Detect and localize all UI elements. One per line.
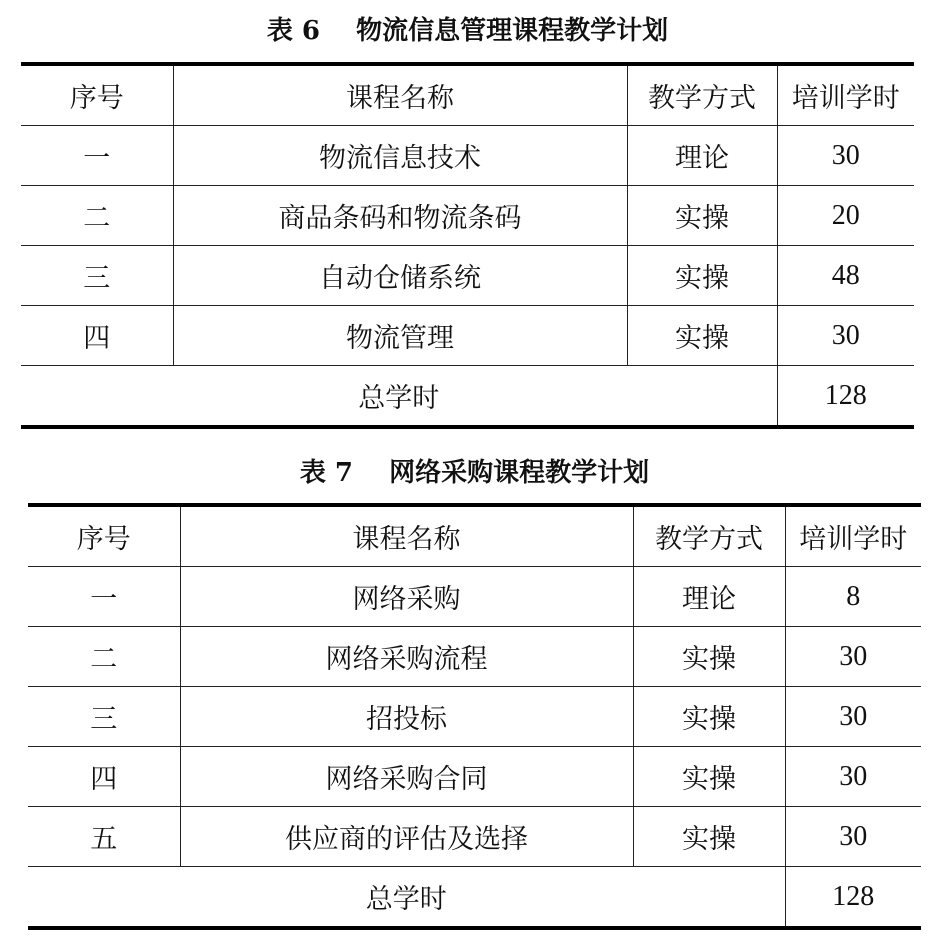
table-row <box>21 126 914 186</box>
row-no: 二 <box>28 627 180 687</box>
header-hours: 培训学时 <box>777 64 914 126</box>
table-row <box>28 807 921 867</box>
row-course-name: 招投标 <box>180 687 633 747</box>
row-method: 理论 <box>627 126 777 186</box>
header-course-name: 课程名称 <box>180 505 633 567</box>
table-row <box>28 687 921 747</box>
row-hours: 20 <box>777 186 914 246</box>
header-no: 序号 <box>21 64 173 126</box>
row-method: 实操 <box>633 807 785 867</box>
row-course-name: 供应商的评估及选择 <box>180 807 633 867</box>
row-no: 三 <box>28 687 180 747</box>
row-hours: 30 <box>785 687 921 747</box>
row-method: 实操 <box>627 246 777 306</box>
row-method: 实操 <box>627 306 777 366</box>
total-row <box>28 867 921 929</box>
row-hours: 30 <box>777 306 914 366</box>
row-course-name: 网络采购 <box>180 567 633 627</box>
row-course-name: 网络采购流程 <box>180 627 633 687</box>
row-course-name: 网络采购合同 <box>180 747 633 807</box>
row-hours: 8 <box>785 567 921 627</box>
table-row <box>28 747 921 807</box>
row-hours: 30 <box>785 807 921 867</box>
row-no: 一 <box>28 567 180 627</box>
table-header-row <box>21 64 914 126</box>
row-method: 实操 <box>627 186 777 246</box>
table-row <box>28 567 921 627</box>
table-row <box>21 186 914 246</box>
table-6-caption: 表 6 物流信息管理课程教学计划 <box>266 16 669 46</box>
table-row <box>21 246 914 306</box>
table-row <box>28 627 921 687</box>
table-row <box>21 306 914 366</box>
row-method: 理论 <box>633 567 785 627</box>
row-hours: 30 <box>777 126 914 186</box>
row-no: 二 <box>21 186 173 246</box>
header-no: 序号 <box>28 505 180 567</box>
row-no: 三 <box>21 246 173 306</box>
row-hours: 48 <box>777 246 914 306</box>
row-method: 实操 <box>633 747 785 807</box>
total-hours: 128 <box>785 867 921 929</box>
row-hours: 30 <box>785 747 921 807</box>
table-7-caption: 表 7 网络采购课程教学计划 <box>299 458 650 488</box>
header-method: 教学方式 <box>627 64 777 126</box>
table-header-row <box>28 505 921 567</box>
header-method: 教学方式 <box>633 505 785 567</box>
header-hours: 培训学时 <box>785 505 921 567</box>
row-course-name: 商品条码和物流条码 <box>173 186 627 246</box>
row-no: 四 <box>21 306 173 366</box>
table-6 <box>21 62 914 429</box>
row-no: 四 <box>28 747 180 807</box>
row-hours: 30 <box>785 627 921 687</box>
table-7 <box>28 503 921 930</box>
total-label: 总学时 <box>28 867 785 929</box>
total-hours: 128 <box>777 366 914 428</box>
row-course-name: 物流信息技术 <box>173 126 627 186</box>
row-no: 五 <box>28 807 180 867</box>
row-course-name: 自动仓储系统 <box>173 246 627 306</box>
row-course-name: 物流管理 <box>173 306 627 366</box>
row-method: 实操 <box>633 687 785 747</box>
total-row <box>21 366 914 428</box>
row-method: 实操 <box>633 627 785 687</box>
header-course-name: 课程名称 <box>173 64 627 126</box>
row-no: 一 <box>21 126 173 186</box>
total-label: 总学时 <box>21 366 777 428</box>
